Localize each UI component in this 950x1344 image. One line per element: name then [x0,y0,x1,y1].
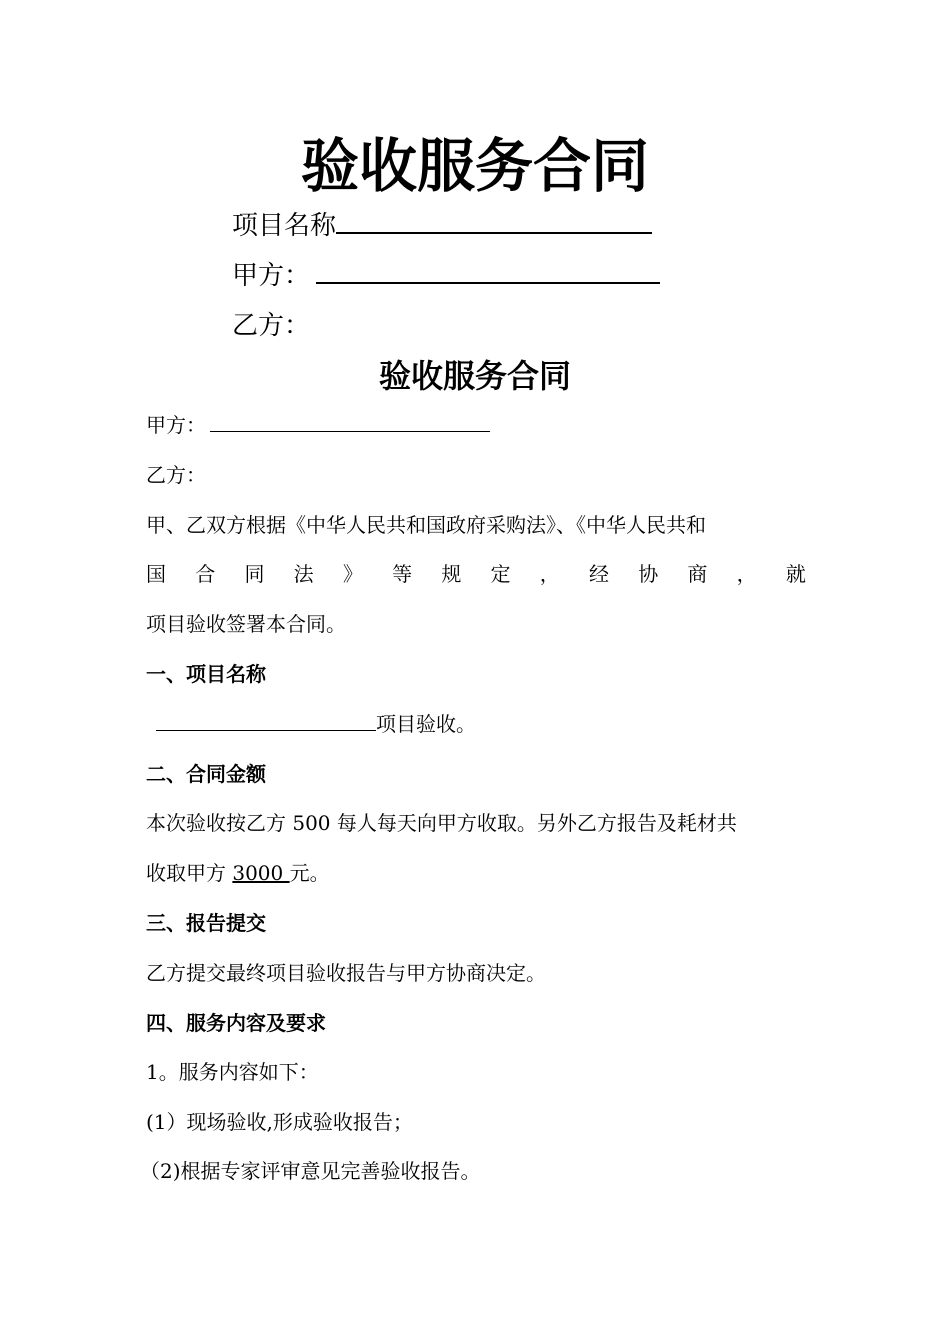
project-name-blank[interactable] [156,710,376,731]
intro-char: 经 [588,562,609,586]
intro-line-2 [146,559,806,589]
amount-prefix: 收取甲方 [146,861,233,885]
intro-char: 》 [342,562,363,586]
intro-line-1: 甲、乙双方根据《中华人民共和国政府采购法》、《中华人民共和 [146,513,706,537]
section-4-item-1: 1。服务内容如下： [146,1060,319,1084]
party-a-label: 甲方： [146,413,206,437]
party-b-label: 乙方： [146,463,206,487]
section-4-item-2: (1）现场验收,形成验收报告； [146,1110,413,1134]
section-2-line-2 [146,858,330,888]
cover-project-line [232,206,652,244]
section-3-heading: 三、报告提交 [146,911,266,935]
section-4-item-3: （2)根据专家评审意见完善验收报告。 [140,1159,481,1183]
cover-project-label: 项目名称 [232,211,337,241]
intro-char: ， [539,562,560,586]
section-1-line [156,709,476,739]
cover-party-a-label: 甲方： [232,261,311,291]
section-2-line-1: 本次验收按乙方 500 每人每天向甲方收取。另外乙方报告及耗材共 [146,811,737,835]
cover-party-b-label: 乙方： [232,311,311,341]
cover-party-b-line [232,308,310,344]
intro-char: 合 [195,562,216,586]
intro-char: ， [736,562,757,586]
amount-suffix: 元。 [289,861,330,885]
intro-char: 规 [441,562,462,586]
intro-char: 国 [146,562,166,586]
party-a-line [146,410,490,440]
intro-char: 同 [244,562,265,586]
contract-amount: 3000 [232,861,290,885]
intro-char: 协 [638,562,659,586]
cover-title: 验收服务合同 [300,132,649,200]
party-b-line [146,460,206,490]
intro-line-3: 项目验收签署本合同。 [146,612,346,636]
intro-char: 定 [490,562,511,586]
party-a-blank[interactable] [210,411,490,432]
cover-project-blank[interactable] [336,206,652,234]
section-1-text: 项目验收。 [376,712,476,736]
section-2-heading: 二、合同金额 [146,762,266,786]
section-3-text: 乙方提交最终项目验收报告与甲方协商决定。 [146,961,546,985]
cover-party-a-blank[interactable] [316,256,660,284]
section-1-heading: 一、项目名称 [146,662,266,686]
contract-title: 验收服务合同 [378,357,571,395]
intro-char: 就 [785,562,806,586]
section-4-heading: 四、服务内容及要求 [146,1011,326,1035]
intro-char: 商 [687,562,708,586]
intro-char: 法 [293,562,314,586]
intro-char: 等 [392,562,413,586]
cover-party-a-line [232,256,660,294]
